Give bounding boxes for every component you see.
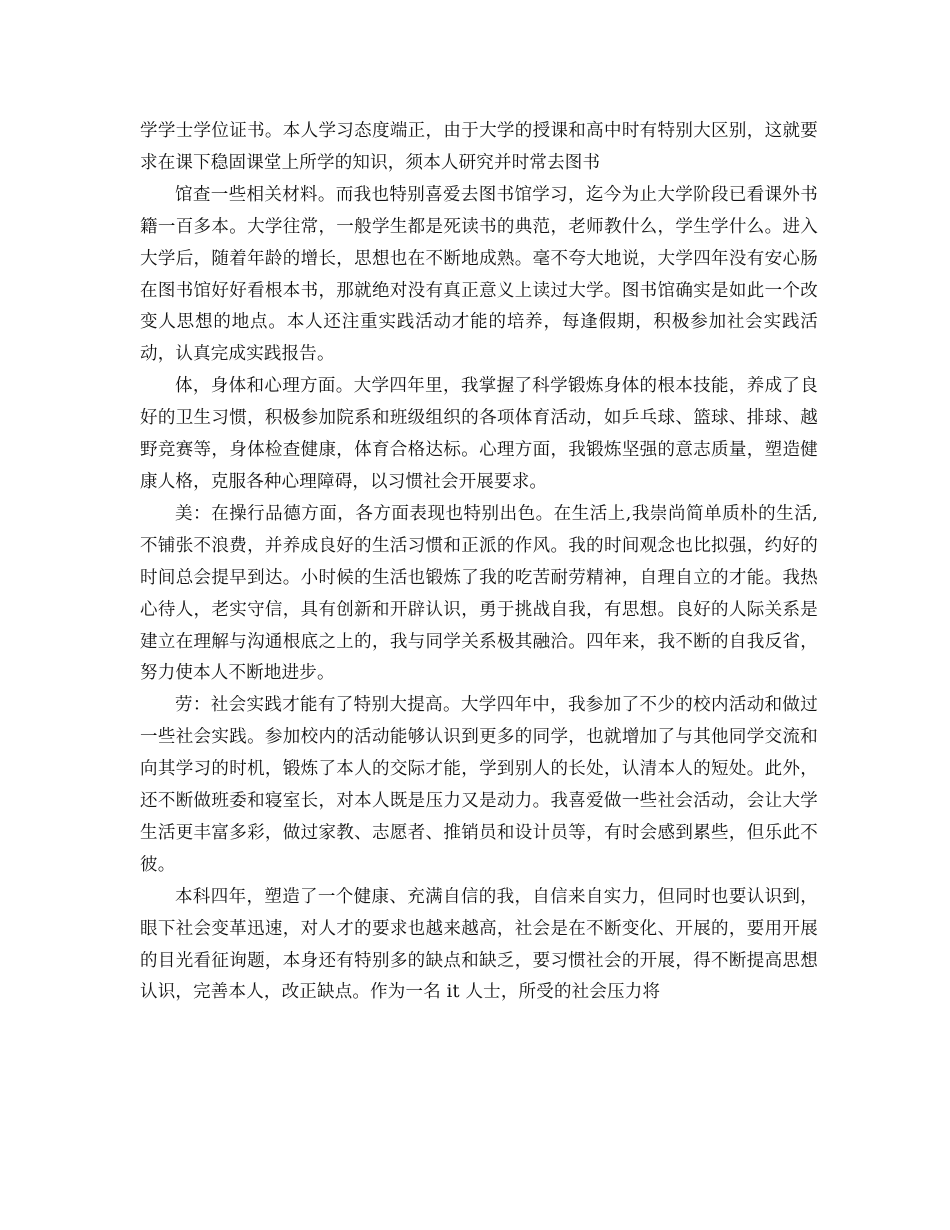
paragraph-1: 学学士学位证书。本人学习态度端正，由于大学的授课和高中时有特别大区别，这就要求在课下稳固课堂上所学的知识，须本人研究并时常去图书 <box>140 121 818 173</box>
paragraph-3: 体，身体和心理方面。大学四年里，我掌握了科学锻炼身体的根本技能，养成了良好的卫生习惯，积极参加院系和班级组织的各项体育活动，如乒乓球、篮球、排球、越野竞赛等，身体检查健康，体育合格达标。心理方面，我锻炼坚强的意志质量，塑造健康人格，克服各种心理障碍，以习惯社会开展要求。 <box>140 376 818 492</box>
paragraph-4: 美：在操行品德方面，各方面表现也特别出色。在生活上,我崇尚简单质朴的生活,不铺张不浪费，并养成良好的生活习惯和正派的作风。我的时间观念也比拟强，约好的时间总会提早到达。小时候的生活也锻炼了我的吃苦耐劳精神，自理自立的才能。我热心待人，老实守信，具有创新和开辟认识，勇于挑战自我，有思想。良好的人际关系是建立在理解与沟通根底之上的，我与同学关系极其融洽。四年来，我不断的自我反省，努力使本人不断地进步。 <box>140 503 818 684</box>
paragraph-5: 劳：社会实践才能有了特别大提高。大学四年中，我参加了不少的校内活动和做过一些社会实践。参加校内的活动能够认识到更多的同学，也就增加了与其他同学交流和向其学习的时机，锻炼了本人的交际才能，学到别人的长处，认清本人的短处。此外，还不断做班委和寝室长，对本人既是压力又是动力。我喜爱做一些社会活动，会让大学生活更丰富多彩，做过家教、志愿者、推销员和设计员等，有时会感到累些，但乐此不彼。 <box>140 695 818 875</box>
document-body <box>140 116 818 1009</box>
paragraph-2: 馆查一些相关材料。而我也特别喜爱去图书馆学习，迄今为止大学阶段已看课外书籍一百多本。大学往常，一般学生都是死读书的典范，老师教什么，学生学什么。进入大学后，随着年龄的增长，思想也在不断地成熟。毫不夸大地说，大学四年没有安心肠在图书馆好好看根本书，那就绝对没有真正意义上读过大学。图书馆确实是如此一个改变人思想的地点。本人还注重实践活动才能的培养，每逢假期，积极参加社会实践活动，认真完成实践报告。 <box>140 184 818 365</box>
paragraph-6: 本科四年，塑造了一个健康、充满自信的我，自信来自实力，但同时也要认识到，眼下社会变革迅速，对人才的要求也越来越高，社会是在不断变化、开展的，要用开展的目光看征询题，本身还有特别多的缺点和缺乏，要习惯社会的开展，得不断提高思想认识，完善本人，改正缺点。作为一名 it 人士，所受的社会压力将 <box>140 886 818 1003</box>
